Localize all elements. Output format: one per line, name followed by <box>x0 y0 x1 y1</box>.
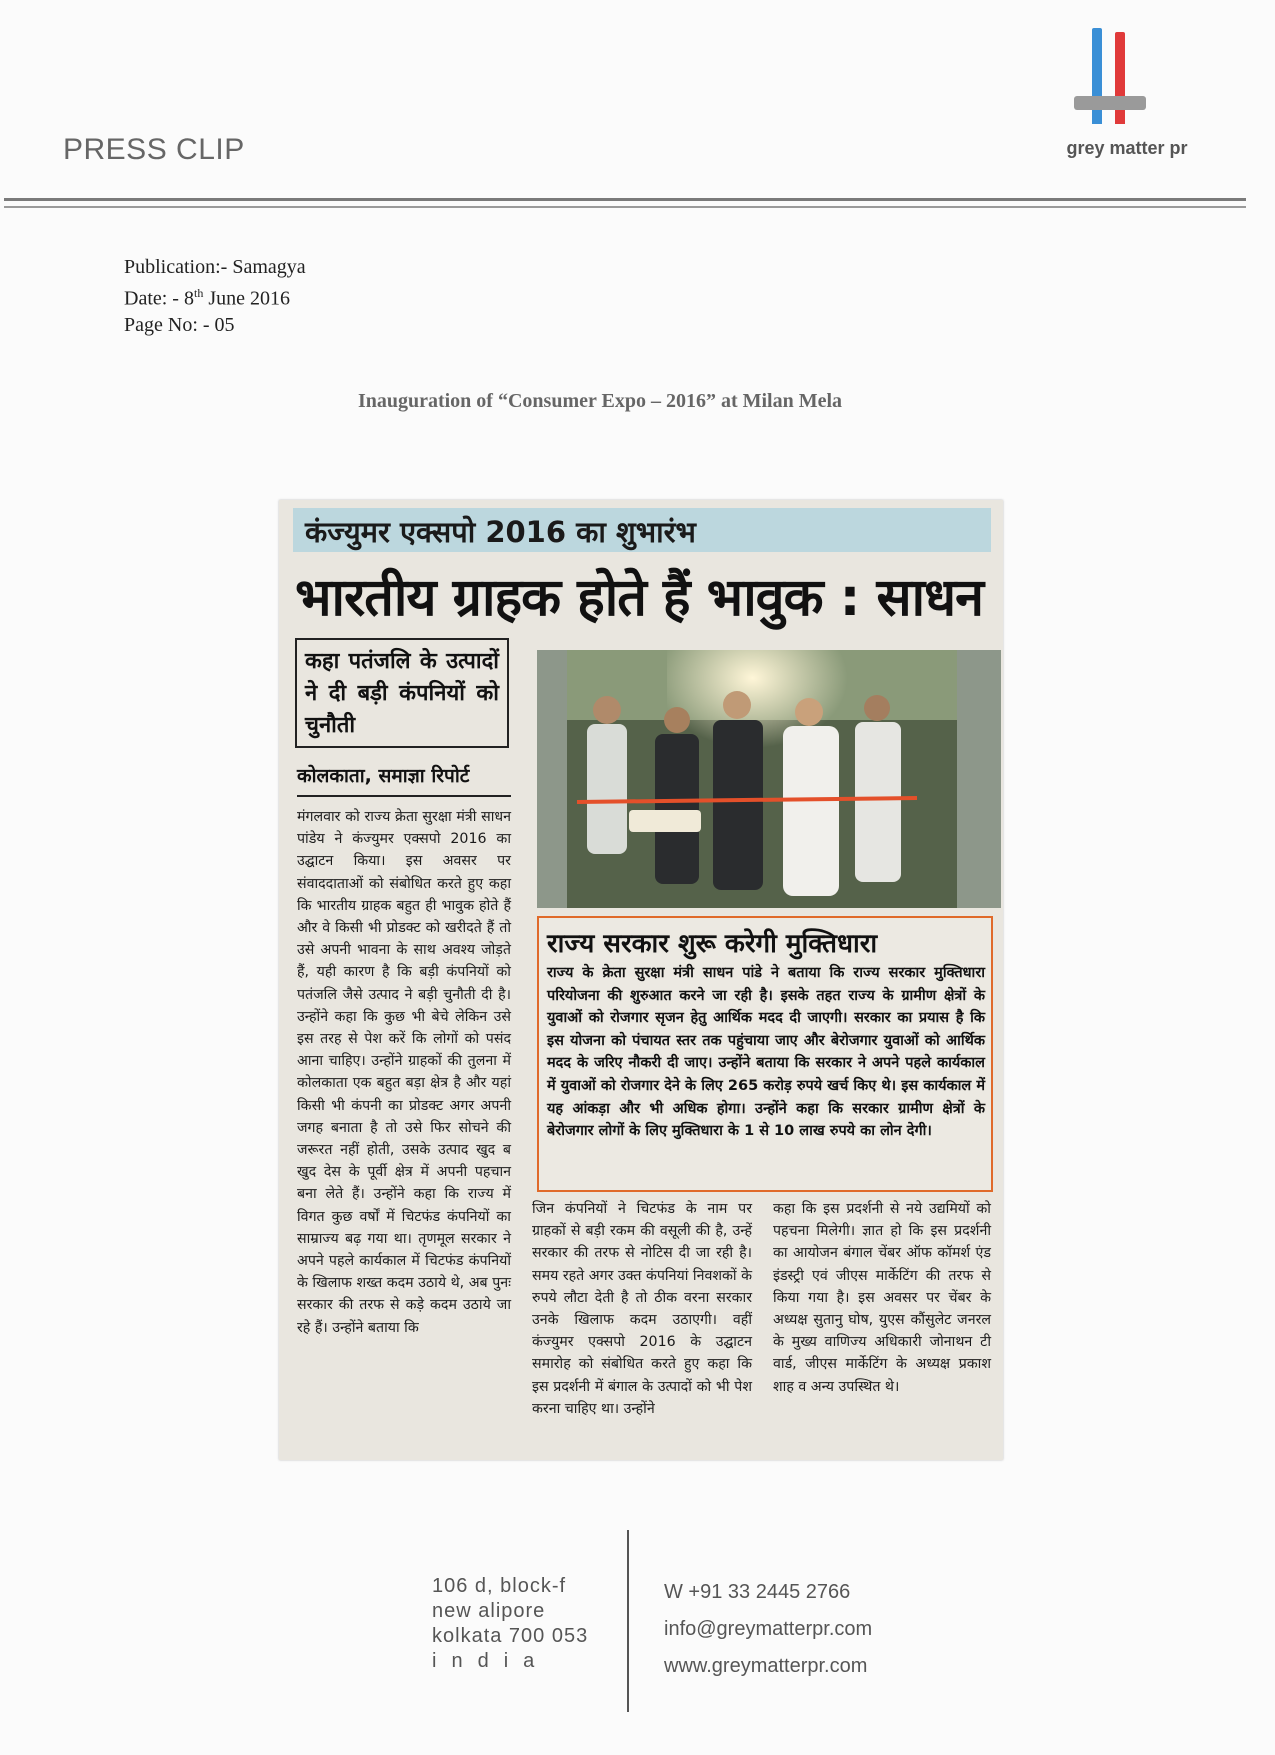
article-column-2: जिन कंपनियों ने चिटफंड के नाम पर ग्राहकों से बड़ी रकम की वसूली की है, उन्हें सरकार की तरफ से नोटिस दी जा रही है। समय रहते अगर उक्त कंपनियां निवशकों के रुपये लौटा देती है तो ठीक वरना सरकार उनके खिलाफ कदम उठाएगी। वहीं कंज्युमर एक्सपो 2016 के उद्घाटन समारोह को संबोधित करते हुए कहा कि इस प्रदर्शनी में बंगाल के उत्पादों को भी पेश करना चाहिए था। उन्होंने <box>532 1201 752 1417</box>
kicker-band <box>293 508 991 552</box>
publication-meta <box>124 254 306 338</box>
publication-line: Publication:- Samagya <box>124 256 306 278</box>
dateline: कोलकाता, समाज्ञा रिपोर्ट <box>297 765 470 787</box>
newspaper-clipping <box>279 500 1003 1460</box>
clip-caption: Inauguration of “Consumer Expo – 2016” at Milan Mela <box>357 390 843 412</box>
footer-address <box>432 1574 588 1674</box>
date-line <box>124 280 306 312</box>
sidebar-quote: कहा पतंजलि के उत्पादों ने दी बड़ी कंपनियों को चुनौती <box>295 638 509 748</box>
logo-text: grey matter pr <box>1066 138 1188 158</box>
grey-matter-logo <box>1062 26 1192 166</box>
logo-bars-icon <box>1070 26 1170 126</box>
kicker-text: कंज्युमर एक्सपो 2016 का शुभारंभ <box>305 515 696 549</box>
address-line-2: new alipore <box>432 1600 546 1622</box>
article-column-1: मंगलवार को राज्य क्रेता सुरक्षा मंत्री साधन पांडेय ने कंज्युमर एक्सपो 2016 का उद्घाटन किया। इस अवसर पर संवाददाताओं को संबोधित करते हुए कहा कि भारतीय ग्राहक बहुत ही भावुक होते हैं और वे किसी भी प्रोडक्ट को खरीदते हैं तो उसे अपनी भावना के साथ अवश्य जोड़ते हैं, यही कारण है कि बड़ी कंपनियों को पतंजलि जैसे उत्पाद ने बड़ी चुनौती दी है। उन्होंने कहा कि कुछ भी बेचे लेकिन उसे इस तरह से पेश करें कि लोगों को पसंद आना चाहिए। उन्होंने ग्राहकों की तुलना में कोलकाता एक बहुत बड़ा क्षेत्र है और यहां किसी भी कंपनी का प्रोडक्ट अगर अपनी जगह बनाता है तो उसे फिर सोचने की जरूरत नहीं होती, उसके उत्पाद खुद ब खुद देस के पूर्वी क्षेत्र में अपनी पहचान बना लेते हैं। उन्होंने कहा कि राज्य में विगत कुछ वर्षों में चिटफंड कंपनियों का साम्राज्य बढ़ गया था। तृणमूल सरकार ने अपने पहले कार्यकाल में चिटफंड कंपनियों के खिलाफ शख्त कदम उठाये थे, अब पुनः सरकार की तरफ से कड़े कदम उठाये जा रहे हैं। उन्होंने बताया कि <box>297 809 511 1336</box>
article-column-3: कहा कि इस प्रदर्शनी से नये उद्यमियों को पहचना मिलेगी। ज्ञात हो कि इस प्रदर्शनी का आयोजन बंगाल चेंबर ऑफ कॉमर्श एंड इंडस्ट्री एवं जीएस मार्केटिंग की तरफ से किया गया है। इस अवसर पर चेंबर के अध्यक्ष सुतानु घोष, युएस कौंसुलेट जनरल के मुख्य वाणिज्य अधिकारी जोनाथन टी वार्ड, जीएस मार्केटिंग के अध्यक्ष प्रकाश शाह व अन्य उपस्थित थे। <box>773 1201 991 1395</box>
inauguration-photo <box>537 650 1001 908</box>
header-rule-secondary <box>4 206 1246 208</box>
address-line-4: india <box>432 1650 550 1672</box>
footer-divider <box>627 1530 629 1712</box>
dateline-rule <box>297 795 511 797</box>
date-prefix: Date: - 8 <box>124 287 194 310</box>
date-sup: th <box>193 286 204 300</box>
inset-box <box>537 916 993 1192</box>
email-link[interactable]: info@greymatterpr.com <box>664 1618 873 1640</box>
press-clip-title: PRESS CLIP <box>63 133 245 166</box>
address-line-1: 106 d, block-f <box>432 1575 567 1597</box>
headline: भारतीय ग्राहक होते हैं भावुक : साधन <box>295 568 983 628</box>
address-line-3: kolkata 700 053 <box>432 1625 589 1647</box>
header-rule <box>4 198 1246 201</box>
page-number-line: Page No: - 05 <box>124 313 235 336</box>
inset-headline: राज्य सरकार शुरू करेगी मुक्तिधारा <box>547 929 878 959</box>
website-link[interactable]: www.greymatterpr.com <box>664 1655 868 1677</box>
footer-contact <box>664 1574 872 1685</box>
phone-number: W +91 33 2445 2766 <box>664 1581 851 1603</box>
date-suffix: June 2016 <box>203 287 290 310</box>
inset-body: राज्य के क्रेता सुरक्षा मंत्री साधन पांडे ने बताया कि राज्य सरकार मुक्तिधारा परियोजना की शुरुआत करने जा रही है। इसके तहत राज्य के ग्रामीण क्षेत्रों के युवाओं को रोजगार सृजन हेतु आर्थिक मदद दी जाएगी। सरकार का प्रयास है कि इस योजना को पंचायत स्तर तक पहुंचाया जाए और बेरोजगार युवाओं को आर्थिक मदद के जरिए नौकरी दी जाए। उन्होंने बताया कि सरकार ने अपने पहले कार्यकाल में युवाओं को रोजगार देने के लिए 265 करोड़ रुपये खर्च किए थे। इस कार्यकाल में यह आंकड़ा और भी अधिक होगा। उन्होंने कहा कि सरकार ग्रामीण क्षेत्रों के बेरोजगार लोगों के लिए मुक्तिधारा के 1 से 10 लाख रुपये का लोन देगी। <box>547 965 985 1140</box>
